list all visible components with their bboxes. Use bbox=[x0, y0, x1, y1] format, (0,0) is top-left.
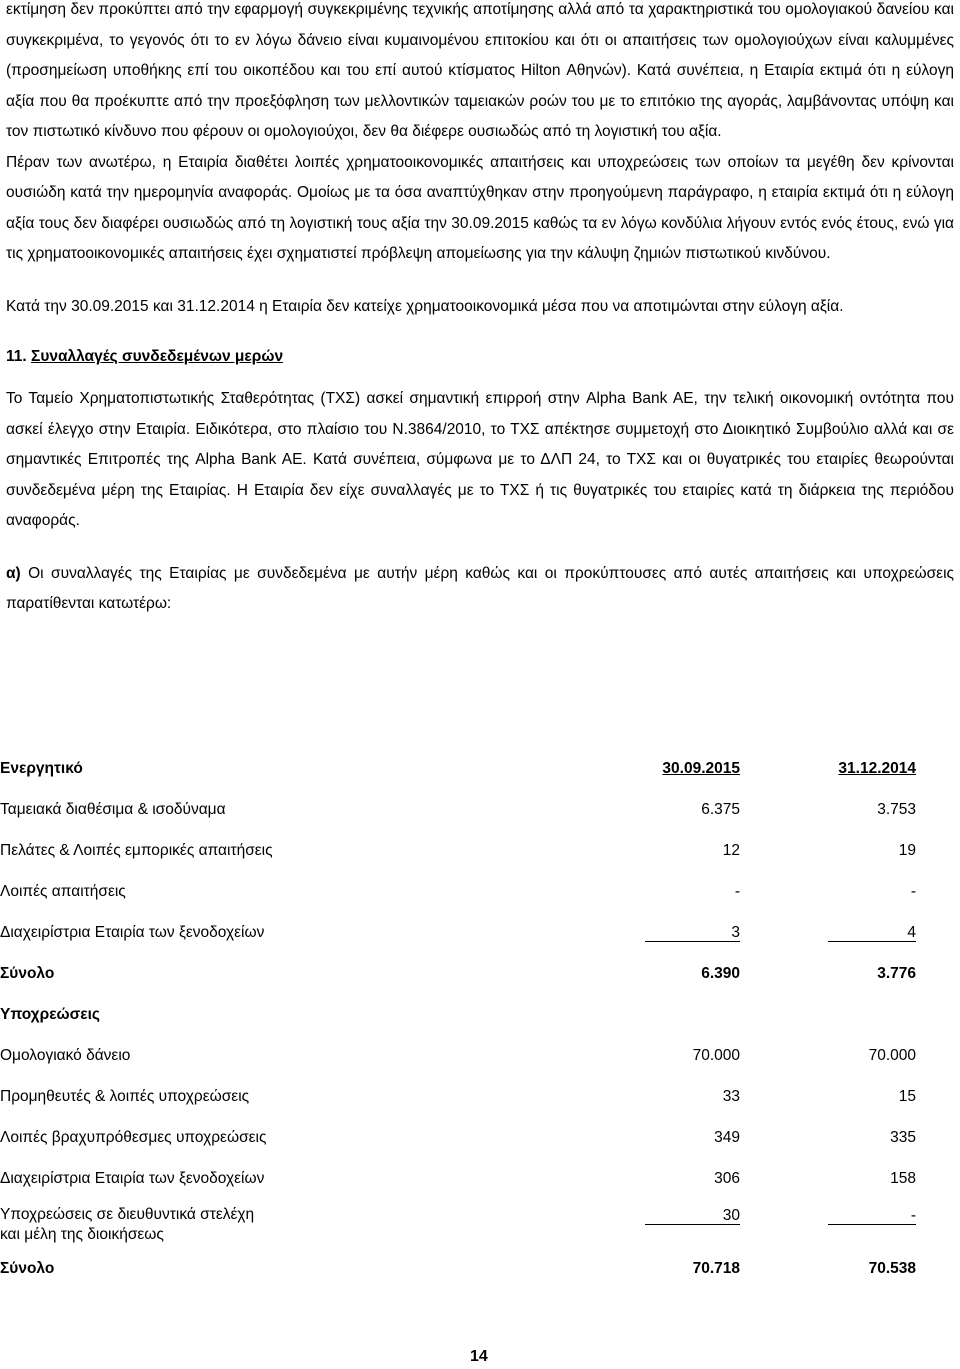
row-value-2014: 158 bbox=[890, 1169, 916, 1187]
row-label: Προμηθευτές & λοιπές υποχρεώσεις bbox=[0, 1087, 250, 1105]
row-value-2015: 70.000 bbox=[692, 1046, 740, 1064]
table-row bbox=[0, 1199, 916, 1248]
row-value-2014: 15 bbox=[898, 1087, 916, 1105]
total-value-2014: 3.776 bbox=[877, 964, 916, 982]
table-row bbox=[0, 912, 916, 953]
row-value-2015: 30 bbox=[560, 1199, 740, 1248]
row-value-2015: 349 bbox=[714, 1128, 740, 1146]
paragraph-related-party-intro bbox=[6, 559, 954, 620]
section-heading bbox=[6, 342, 954, 372]
row-value-2014: - bbox=[910, 882, 916, 900]
row-label: Ομολογιακό δάνειο bbox=[0, 1046, 131, 1064]
paragraph-text: Οι συναλλαγές της Εταιρίας με συνδεδεμένα με αυτήν μέρη καθώς και οι προκύπτουσες από αυτές απαιτήσεις και υποχρεώσεις παρατίθενται κατωτέρω: bbox=[6, 564, 954, 612]
row-label: Λοιπές απαιτήσεις bbox=[0, 882, 126, 900]
paragraph-other-financial-assets: Πέραν των ανωτέρω, η Εταιρία διαθέτει λοιπές χρηματοοικονομικές απαιτήσεις και υποχρεώσεις των οποίων τα μεγέθη δεν κρίνονται ουσιώδη κατά την ημερομηνία αναφοράς. Ομοίως με τα όσα αναπτύχθηκαν στην προηγούμενη παράγραφο, η εταιρία εκτιμά ότι η εύλογη αξία τους δεν διαφέρει ουσιωδώς από τη λογιστική τους αξία την 30.09.2015 καθώς τα εν λόγω κονδύλια λήγουν εντός ενός έτους, ενώ για τις χρηματοοικονομικές απαιτήσεις έχει σχηματιστεί πρόβλεψη απομείωσης για την κάλυψη ζημιών πιστωτικού κινδύνου. bbox=[6, 153, 954, 262]
paragraph-hfsf-influence: Το Ταμείο Χρηματοπιστωτικής Σταθερότητας (ΤΧΣ) ασκεί σημαντική επιρροή στην Alpha Bank AE, την τελική οικονομική οντότητα που ασκεί έλεγχο στην Εταιρία. Ειδικότερα, στο πλαίσιο του Ν.3864/2010, το ΤΧΣ απέκτησε συμμετοχή στο Διοικητικό Συμβούλιο αλλά και σε σημαντικές Επιτροπές της Alpha Bank AE. Κατά συνέπεια, σύμφωνα με το ΔΛΠ 24, το ΤΧΣ και οι θυγατρικές του εταιρίες θεωρούνται συνδεδεμένα μέρη της Εταιρίας. Η Εταιρία δεν είχε συναλλαγές με το ΤΧΣ ή τις θυγατρικές του εταιρίες κατά τη διάρκεια της περιόδου αναφοράς. bbox=[6, 390, 954, 529]
table-row bbox=[0, 1076, 916, 1117]
page-number: 14 bbox=[470, 1348, 488, 1365]
assets-total-row bbox=[0, 953, 916, 994]
row-value-2014: 3.753 bbox=[877, 800, 916, 818]
related-party-table bbox=[0, 748, 916, 1289]
row-label: Υποχρεώσεις σε διευθυντικά στελέχη και μέλη της διοικήσεως bbox=[0, 1206, 255, 1243]
row-value-2014: - bbox=[740, 1199, 916, 1248]
row-label: Διαχειρίστρια Εταιρία των ξενοδοχείων bbox=[0, 1169, 265, 1187]
table-row bbox=[0, 830, 916, 871]
paragraph-fair-value-bond: εκτίμηση δεν προκύπτει από την εφαρμογή συγκεκριμένης τεχνικής αποτίμησης αλλά από τα χαρακτηριστικά του ομολογιακού δανείου και συγκεκριμένα, το γεγονός ότι το εν λόγω δάνειο είναι κυμαινομένου επιτοκίου και ότι οι απαιτήσεις των ομολογιούχων είναι καλυμμένες (προσημείωση υποθήκης επί του οικοπέδου και του επί αυτού κτίσματος Hilton Αθηνών). Κατά συνέπεια, η Εταιρία εκτιμά ότι η εύλογη αξία που θα προέκυπτε από την προεξόφληση των μελλοντικών ταμειακών ροών του με το επιτόκιο της αγοράς, λαμβάνοντας υπόψη και τον πιστωτικό κίνδυνο που φέρουν οι ομολογιούχοι, δεν θα διέφερε ουσιωδώς από τη λογιστική του αξία. bbox=[6, 1, 954, 140]
section-number: 11. bbox=[6, 348, 27, 365]
row-label: Διαχειρίστρια Εταιρία των ξενοδοχείων bbox=[0, 923, 265, 941]
row-value-2015: 33 bbox=[722, 1087, 740, 1105]
total-value-2015: 6.390 bbox=[701, 964, 740, 982]
row-label: Ταμειακά διαθέσιμα & ισοδύναμα bbox=[0, 800, 226, 818]
table-row bbox=[0, 1117, 916, 1158]
liabilities-header: Υποχρεώσεις bbox=[0, 1005, 100, 1023]
row-value-2014: 335 bbox=[890, 1128, 916, 1146]
table-row bbox=[0, 789, 916, 830]
row-value-2015: 12 bbox=[722, 841, 740, 859]
liabilities-header-row bbox=[0, 994, 916, 1035]
paragraph-no-fair-value-instruments: Κατά την 30.09.2015 και 31.12.2014 η Εταιρία δεν κατείχε χρηματοοικονομικά μέσα που να αποτιμώνται στην εύλογη αξία. bbox=[6, 297, 844, 315]
liabilities-total-row bbox=[0, 1248, 916, 1289]
row-value-2015: 3 bbox=[560, 912, 740, 953]
assets-header: Ενεργητικό bbox=[0, 759, 83, 777]
list-marker: α) bbox=[6, 564, 21, 582]
section-title: Συναλλαγές συνδεδεμένων μερών bbox=[31, 348, 284, 365]
row-value-2015: 6.375 bbox=[701, 800, 740, 818]
table-row bbox=[0, 1158, 916, 1199]
row-label: Πελάτες & Λοιπές εμπορικές απαιτήσεις bbox=[0, 841, 273, 859]
document-page bbox=[6, 0, 954, 620]
column-header-2014: 31.12.2014 bbox=[838, 759, 916, 777]
row-value-2014: 70.000 bbox=[868, 1046, 916, 1064]
total-label: Σύνολο bbox=[0, 964, 55, 982]
total-value-2014: 70.538 bbox=[868, 1259, 916, 1277]
row-value-2015: 306 bbox=[714, 1169, 740, 1187]
column-header-2015: 30.09.2015 bbox=[662, 759, 740, 777]
table-row bbox=[0, 871, 916, 912]
total-label: Σύνολο bbox=[0, 1259, 55, 1277]
table-row bbox=[0, 1035, 916, 1076]
table-header-row bbox=[0, 748, 916, 789]
row-value-2014: 4 bbox=[740, 912, 916, 953]
row-value-2014: 19 bbox=[898, 841, 916, 859]
row-label: Λοιπές βραχυπρόθεσμες υποχρεώσεις bbox=[0, 1128, 267, 1146]
total-value-2015: 70.718 bbox=[692, 1259, 740, 1277]
row-value-2015: - bbox=[734, 882, 740, 900]
